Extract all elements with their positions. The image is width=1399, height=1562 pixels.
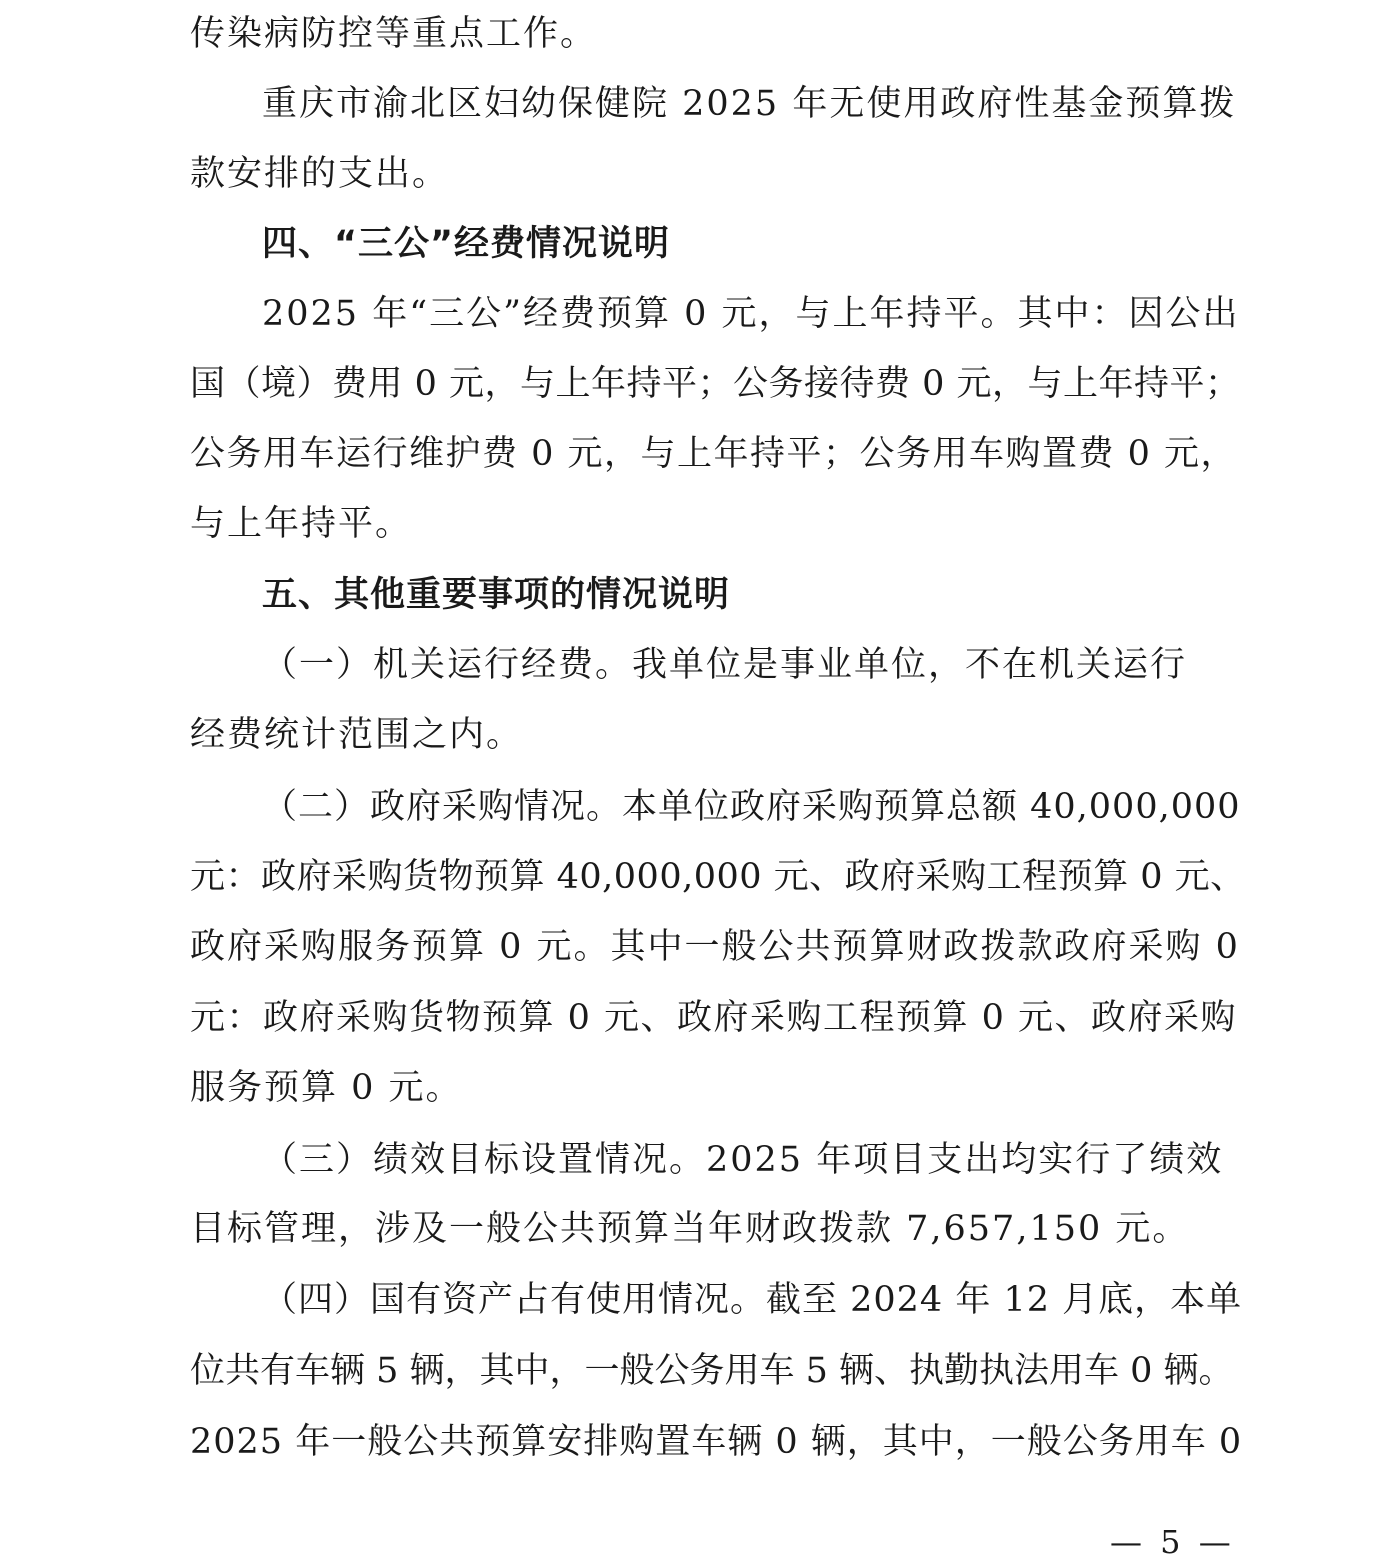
paragraph-line-2: 重庆市渝北区妇幼保健院 2025 年无使用政府性基金预算拨	[262, 84, 1237, 124]
paragraph-line-13: 元：政府采购货物预算 40,000,000 元、政府采购工程预算 0 元、	[190, 857, 1246, 897]
paragraph-line-7: 公务用车运行维护费 0 元，与上年持平；公务用车购置费 0 元，	[190, 434, 1238, 474]
paragraph-line-14: 政府采购服务预算 0 元。其中一般公共预算财政拨款政府采购 0	[190, 927, 1240, 967]
paragraph-line-21: 2025 年一般公共预算安排购置车辆 0 辆，其中，一般公务用车 0	[190, 1422, 1243, 1462]
paragraph-line-15: 元：政府采购货物预算 0 元、政府采购工程预算 0 元、政府采购	[190, 998, 1238, 1038]
paragraph-line-11: 经费统计范围之内。	[190, 715, 524, 755]
paragraph-line-19: （四）国有资产占有使用情况。截至 2024 年 12 月底，本单	[262, 1280, 1243, 1320]
paragraph-line-3: 款安排的支出。	[190, 154, 450, 194]
paragraph-line-18: 目标管理，涉及一般公共预算当年财政拨款 7,657,150 元。	[190, 1209, 1190, 1249]
page-number: — 5 —	[1110, 1523, 1235, 1561]
section-heading-five: 五、其他重要事项的情况说明	[262, 575, 731, 615]
paragraph-line-5: 2025 年“三公”经费预算 0 元，与上年持平。其中：因公出	[262, 294, 1240, 334]
section-heading-four: 四、“三公”经费情况说明	[262, 224, 671, 264]
paragraph-line-10: （一）机关运行经费。我单位是事业单位，不在机关运行	[262, 645, 1188, 685]
paragraph-line-17: （三）绩效目标设置情况。2025 年项目支出均实行了绩效	[262, 1140, 1224, 1180]
paragraph-line-16: 服务预算 0 元。	[190, 1068, 463, 1108]
paragraph-line-8: 与上年持平。	[190, 504, 413, 544]
paragraph-line-20: 位共有车辆 5 辆，其中，一般公务用车 5 辆、执勤执法用车 0 辆。	[190, 1351, 1234, 1391]
paragraph-line-6: 国（境）费用 0 元，与上年持平；公务接待费 0 元，与上年持平；	[190, 364, 1241, 404]
paragraph-line-12: （二）政府采购情况。本单位政府采购预算总额 40,000,000	[262, 787, 1241, 827]
paragraph-line-1: 传染病防控等重点工作。	[190, 14, 598, 54]
